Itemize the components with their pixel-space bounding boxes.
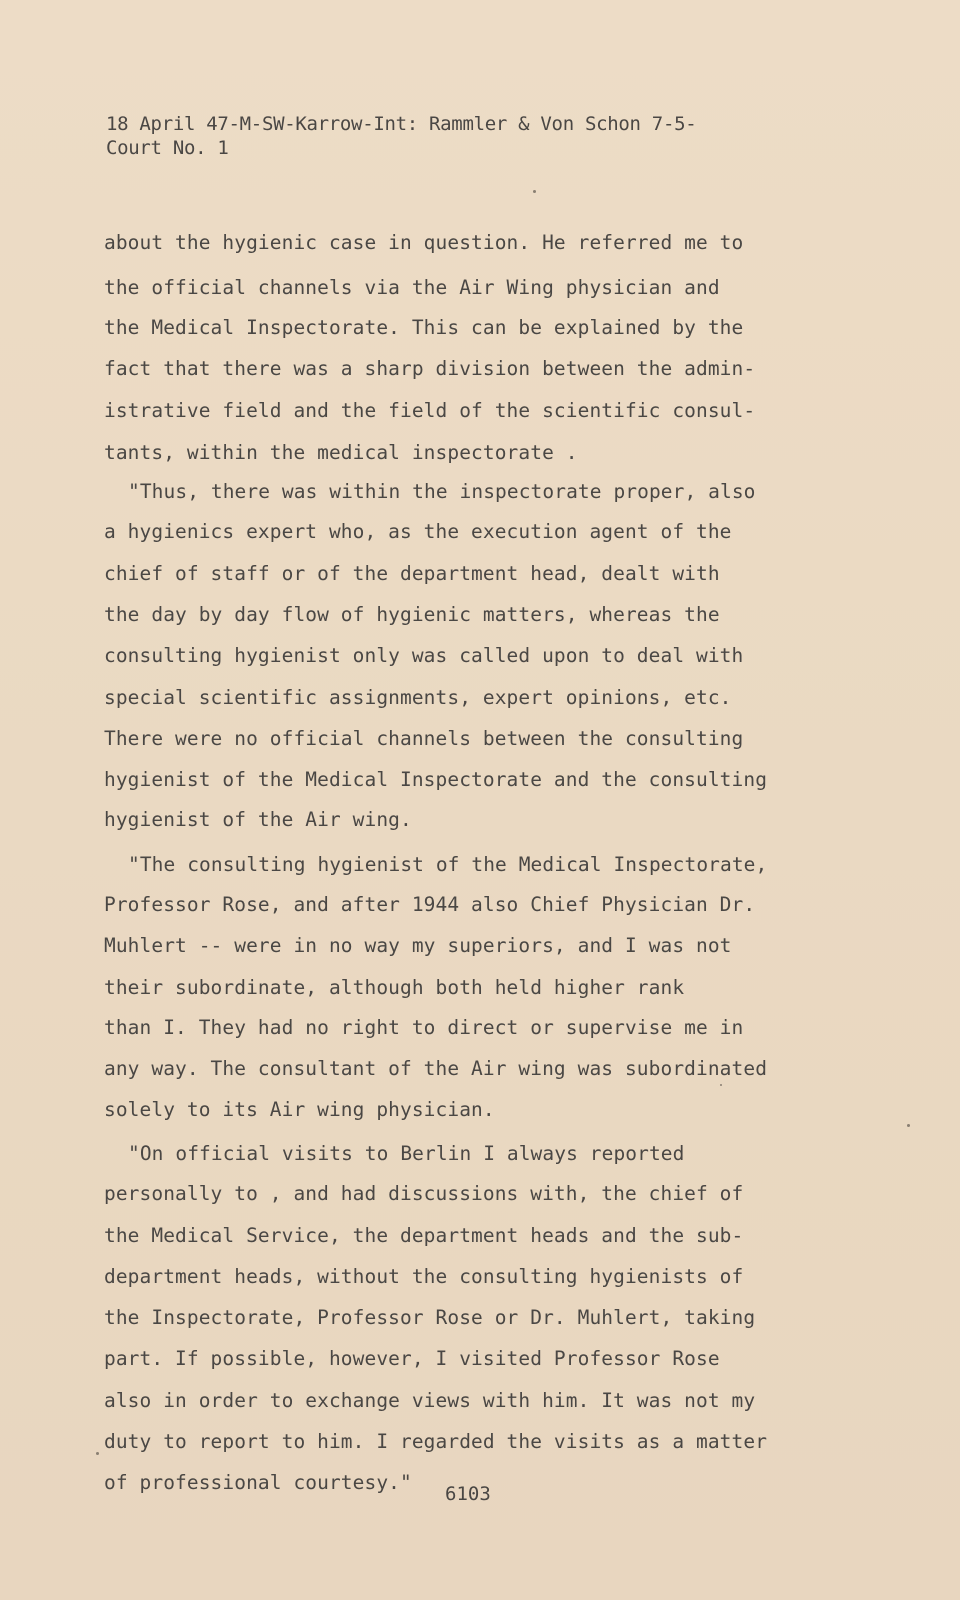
page-number: 6103 [445,1483,491,1505]
body-line: "On official visits to Berlin I always reported [128,1142,685,1165]
header-line-1: 18 April 47-M-SW-Karrow-Int: Rammler & Von Schon 7-5- [106,113,697,135]
paper-speck [907,1124,910,1127]
body-line: the official channels via the Air Wing physician and [104,276,720,299]
body-line: hygienist of the Medical Inspectorate and the consulting [104,768,768,791]
body-line: the Inspectorate, Professor Rose or Dr. Muhlert, taking [104,1306,756,1329]
body-line: istrative field and the field of the scientific consul- [104,399,756,422]
body-line: Professor Rose, and after 1944 also Chief Physician Dr. [104,893,756,916]
header-line-2: Court No. 1 [106,137,229,159]
paper-speck [96,1452,99,1455]
body-line: "The consulting hygienist of the Medical Inspectorate, [128,853,768,876]
paper-speck [533,190,536,193]
body-line: the day by day flow of hygienic matters, whereas the [104,603,720,626]
body-line: any way. The consultant of the Air wing was subordinated [104,1057,768,1080]
body-line: solely to its Air wing physician. [104,1098,495,1121]
body-line: than I. They had no right to direct or supervise me in [104,1016,744,1039]
body-line: Muhlert -- were in no way my superiors, and I was not [104,934,732,957]
body-line: personally to , and had discussions with, the chief of [104,1182,744,1205]
body-line: the Medical Service, the department heads and the sub- [104,1224,744,1247]
body-line: chief of staff or of the department head, dealt with [104,562,720,585]
body-line: also in order to exchange views with him. It was not my [104,1389,756,1412]
body-line: part. If possible, however, I visited Professor Rose [104,1347,720,1370]
paper-speck [720,1084,722,1086]
document-header [106,112,696,160]
body-line: consulting hygienist only was called upon to deal with [104,644,744,667]
body-line: fact that there was a sharp division between the admin- [104,357,756,380]
body-line: "Thus, there was within the inspectorate proper, also [128,480,756,503]
body-line: of professional courtesy." [104,1471,412,1494]
body-line: the Medical Inspectorate. This can be explained by the [104,316,744,339]
body-line: a hygienics expert who, as the execution agent of the [104,520,732,543]
body-line: There were no official channels between the consulting [104,727,744,750]
body-line: their subordinate, although both held higher rank [104,976,685,999]
body-line: duty to report to him. I regarded the visits as a matter [104,1430,768,1453]
body-line: hygienist of the Air wing. [104,808,412,831]
body-line: tants, within the medical inspectorate . [104,441,578,464]
body-line: about the hygienic case in question. He referred me to [104,231,744,254]
body-line: special scientific assignments, expert opinions, etc. [104,686,732,709]
body-line: department heads, without the consulting hygienists of [104,1265,744,1288]
